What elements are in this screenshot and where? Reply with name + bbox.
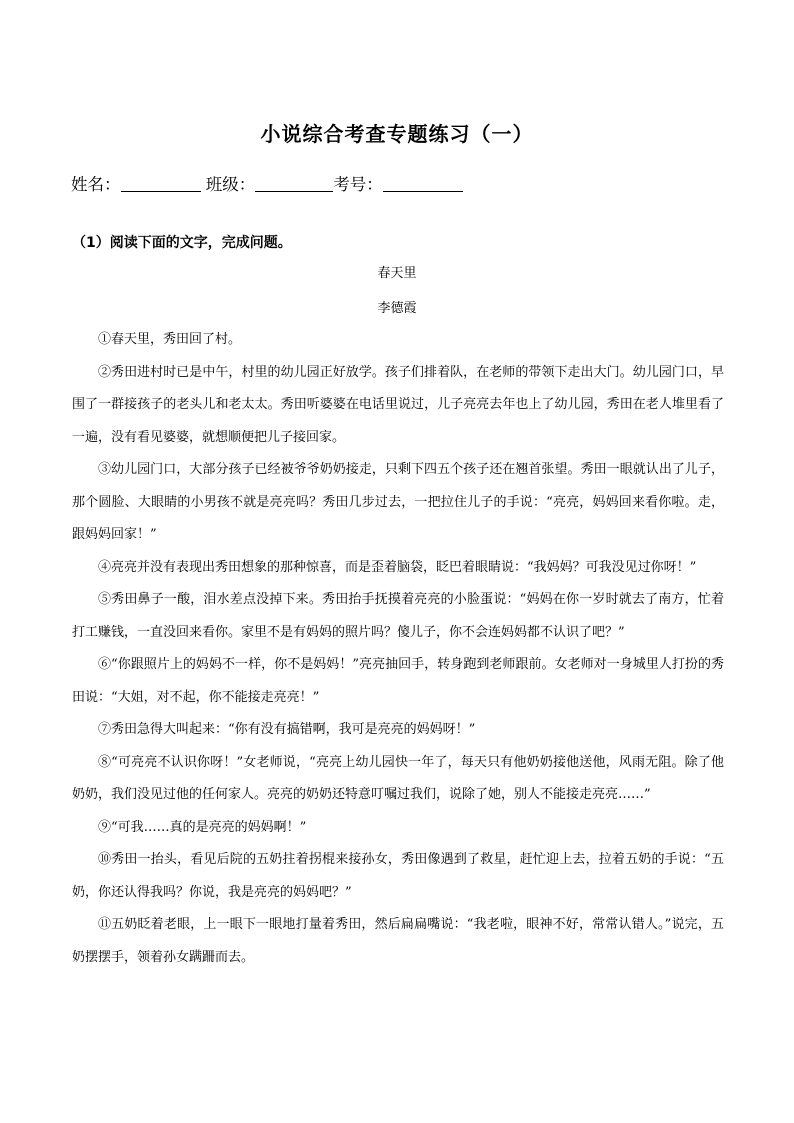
paragraph: ⑨“可我……真的是亮亮的妈妈啊！” bbox=[98, 819, 307, 835]
article-author: 李德霞 bbox=[377, 301, 417, 316]
paragraph: ⑩秀田一抬头，看见后院的五奶拄着拐棍来接孙女，秀田像遇到了救星，赶忙迎上去，拉着五奶的手说：“五奶，你还认得我吗？你说，我是亮亮的妈妈吧？” bbox=[72, 852, 724, 900]
number-label: 考号： bbox=[333, 175, 383, 194]
class-label: 班级： bbox=[205, 175, 256, 194]
page-title: 小说综合考查专题练习（一） bbox=[260, 122, 534, 146]
paragraph: ⑦秀田急得大叫起来：“你有没有搞错啊，我可是亮亮的妈妈呀！” bbox=[98, 722, 476, 737]
name-blank[interactable] bbox=[121, 175, 201, 192]
student-info-line bbox=[71, 171, 463, 195]
paragraph: ②秀田进村时已是中午，村里的幼儿园正好放学。孩子们排着队，在老师的带领下走出大门。幼儿园门口，早围了一群接孩子的老头儿和老太太。秀田听婆婆在电话里说过，儿子亮亮去年也上了幼儿园，秀田在老人堆里看了一遍，没有看见婆婆，就想顺便把儿子接回家。 bbox=[72, 364, 724, 445]
paragraph: ⑥“你跟照片上的妈妈不一样，你不是妈妈！”亮亮抽回手，转身跑到老师跟前。女老师对一身城里人打扮的秀田说：“大姐，对不起，你不能接走亮亮！” bbox=[72, 657, 724, 705]
number-blank[interactable] bbox=[383, 175, 463, 192]
paragraph: ④亮亮并没有表现出秀田想象的那种惊喜，而是歪着脑袋，眨巴着眼睛说：“我妈妈？可我没见过你呀！” bbox=[98, 559, 697, 575]
paragraph: ③幼儿园门口，大部分孩子已经被爷爷奶奶接走，只剩下四五个孩子还在翘首张望。秀田一眼就认出了儿子，那个圆脸、大眼睛的小男孩不就是亮亮吗？秀田几步过去，一把拉住儿子的手说：“亮亮，妈妈回来看你啦。走，跟妈妈回家！” bbox=[72, 462, 724, 542]
paragraph: ⑤秀田鼻子一酸，泪水差点没掉下来。秀田抬手抚摸着亮亮的小脸蛋说：“妈妈在你一岁时就去了南方，忙着打工赚钱，一直没回来看你。家里不是有妈妈的照片吗？傻儿子，你不会连妈妈都不认识了吧？” bbox=[72, 592, 724, 640]
name-label: 姓名： bbox=[71, 175, 121, 194]
paragraph: ⑪五奶眨着老眼，上一眼下一眼地打量着秀田，然后扁扁嘴说：“我老啦，眼神不好，常常认错人。”说完，五奶摆摆手，领着孙女蹒跚而去。 bbox=[72, 917, 724, 965]
article-title: 春天里 bbox=[377, 266, 417, 281]
class-blank[interactable] bbox=[255, 175, 333, 192]
paragraph: ⑧“可亮亮不认识你呀！”女老师说，“亮亮上幼儿园快一年了，每天只有他奶奶接他送他，风雨无阻。除了他奶奶，我们没见过他的任何家人。亮亮的奶奶还特意叮嘱过我们，说除了她，别人不能接走亮亮……” bbox=[72, 754, 724, 802]
question-heading: （1）阅读下面的文字，完成问题。 bbox=[72, 235, 292, 251]
paragraph: ①春天里，秀田回了村。 bbox=[98, 332, 242, 347]
article-body bbox=[72, 324, 724, 974]
